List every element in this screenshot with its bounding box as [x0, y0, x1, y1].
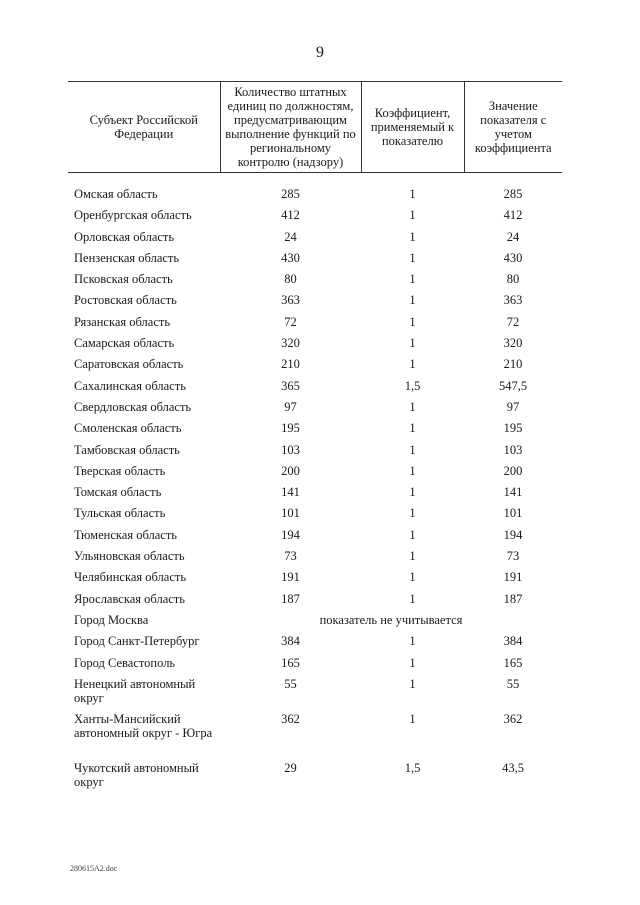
cell-coefficient: 1: [409, 293, 416, 308]
cell-staff-count: 362: [281, 711, 300, 726]
cell-coefficient: 1: [409, 485, 416, 500]
cell-value: 285: [503, 187, 523, 201]
cell-value: 141: [503, 485, 523, 500]
table-row: [68, 592, 562, 613]
table-row: [68, 656, 562, 677]
cell-value: 103: [503, 442, 523, 457]
table-row: [68, 528, 562, 549]
cell-value: 43,5: [502, 760, 524, 775]
cell-region: Ненецкий автономный округ: [74, 676, 196, 705]
header-region: Субъект Российской Федерации: [68, 82, 220, 173]
cell-region: Тверская область: [74, 463, 166, 478]
cell-value: 210: [503, 357, 523, 372]
cell-value: 363: [503, 293, 523, 308]
cell-staff-count: 97: [284, 399, 297, 414]
cell-staff-count: 384: [281, 634, 300, 649]
table-row: [68, 400, 562, 421]
cell-region: Самарская область: [74, 336, 175, 351]
table-row: [68, 613, 562, 634]
table-row: [68, 230, 562, 251]
cell-region: Орловская область: [74, 229, 175, 244]
table-row: [68, 173, 562, 209]
cell-staff-count: 200: [281, 463, 300, 478]
table-row: [68, 549, 562, 570]
cell-coefficient: 1: [409, 357, 416, 372]
document-footer: 280615A2.doc: [70, 864, 118, 873]
cell-region: Тамбовская область: [74, 442, 180, 457]
cell-value: 80: [506, 272, 520, 287]
cell-staff-count: 191: [281, 570, 300, 585]
cell-value: 200: [503, 463, 523, 478]
cell-coefficient: 1: [409, 549, 416, 564]
cell-region: Тюменская область: [74, 527, 177, 542]
cell-staff-count: 210: [281, 357, 300, 372]
cell-region: Оренбургская область: [74, 208, 192, 223]
cell-coefficient: 1: [409, 272, 416, 287]
cell-coefficient: 1,5: [404, 760, 421, 775]
cell-region: Псковская область: [74, 272, 173, 287]
cell-coefficient: 1: [409, 591, 416, 606]
cell-staff-count: 29: [284, 760, 297, 775]
cell-region: Свердловская область: [74, 399, 192, 414]
cell-staff-count: 72: [284, 314, 297, 329]
cell-staff-count: 363: [281, 293, 300, 308]
cell-coefficient: 1,5: [404, 378, 421, 393]
table-row: [68, 272, 562, 293]
cell-coefficient: 1: [409, 229, 416, 244]
cell-coefficient: 1: [409, 336, 416, 351]
cell-region: Саратовская область: [74, 357, 184, 372]
header-coefficient: Коэффициент, применяемый к показателю: [361, 82, 464, 173]
cell-staff-count: 141: [281, 485, 300, 500]
cell-staff-count: 365: [281, 378, 300, 393]
cell-coefficient: 1: [409, 442, 416, 457]
cell-staff-count: 187: [281, 591, 300, 606]
table-row: [68, 379, 562, 400]
table-row: [68, 761, 562, 796]
cell-coefficient: 1: [409, 421, 416, 436]
cell-staff-count: 430: [281, 250, 300, 265]
cell-staff-count: 80: [284, 272, 297, 287]
cell-note: показатель не учитывается: [319, 612, 463, 627]
table-row: [68, 293, 562, 314]
cell-staff-count: 412: [281, 208, 300, 223]
cell-region: Чукотский автономный округ: [74, 760, 199, 789]
cell-staff-count: 285: [281, 187, 300, 201]
cell-region: Город Санкт-Петербург: [74, 634, 200, 649]
cell-region: Смоленская область: [74, 421, 182, 436]
cell-region: Рязанская область: [74, 314, 171, 329]
cell-region: Ханты-Мансийский автономный округ - Югра: [74, 711, 213, 740]
cell-coefficient: 1: [409, 463, 416, 478]
table-row: [68, 464, 562, 485]
cell-region: Томская область: [74, 485, 162, 500]
cell-coefficient: 1: [409, 506, 416, 521]
cell-value: 191: [503, 570, 523, 585]
cell-value: 547,5: [498, 378, 528, 393]
table-row: [68, 712, 562, 761]
cell-coefficient: 1: [409, 399, 416, 414]
cell-region: Пензенская область: [74, 250, 180, 265]
cell-coefficient: 1: [409, 208, 416, 223]
cell-staff-count: 73: [284, 549, 297, 564]
cell-value: 101: [503, 506, 523, 521]
table-row: [68, 421, 562, 442]
cell-staff-count: 24: [284, 229, 297, 244]
cell-staff-count: 194: [281, 527, 300, 542]
table-row: [68, 336, 562, 357]
table-row: [68, 634, 562, 655]
cell-value: 320: [503, 336, 523, 351]
cell-staff-count: 103: [281, 442, 300, 457]
table-row: [68, 570, 562, 591]
cell-coefficient: 1: [409, 314, 416, 329]
cell-value: 384: [503, 634, 523, 649]
cell-value: 165: [503, 655, 523, 670]
table-row: [68, 485, 562, 506]
cell-value: 187: [503, 591, 523, 606]
table-row: [68, 315, 562, 336]
table-row: [68, 506, 562, 527]
cell-coefficient: 1: [409, 250, 416, 265]
cell-value: 430: [503, 250, 523, 265]
cell-coefficient: 1: [409, 527, 416, 542]
cell-region: Омская область: [74, 187, 158, 201]
header-value: Значение показателя с учетом коэффициента: [464, 82, 562, 173]
page-number: 9: [316, 44, 324, 61]
region-table: [68, 81, 562, 796]
cell-coefficient: 1: [409, 187, 416, 201]
cell-coefficient: 1: [409, 634, 416, 649]
cell-value: 97: [506, 399, 520, 414]
cell-region: Ульяновская область: [74, 549, 185, 564]
cell-value: 24: [506, 229, 520, 244]
cell-coefficient: 1: [409, 655, 416, 670]
cell-staff-count: 101: [281, 506, 300, 521]
cell-value: 55: [506, 676, 520, 691]
cell-staff-count: 55: [284, 676, 297, 691]
table-header-row: [68, 82, 562, 173]
table-row: [68, 208, 562, 229]
table-row: [68, 677, 562, 712]
cell-region: Город Москва: [74, 612, 149, 627]
cell-region: Сахалинская область: [74, 378, 186, 393]
cell-value: 195: [503, 421, 523, 436]
cell-value: 362: [503, 711, 523, 726]
header-staff-count: Количество штатных единиц по должностям, предусматривающим выполнение функций по региональному контролю (надзору): [220, 82, 361, 173]
cell-value: 73: [506, 549, 520, 564]
cell-coefficient: 1: [409, 570, 416, 585]
cell-value: 412: [503, 208, 523, 223]
cell-value: 72: [506, 314, 520, 329]
table-row: [68, 443, 562, 464]
cell-region: Ярославская область: [74, 591, 185, 606]
cell-region: Челябинская область: [74, 570, 187, 585]
cell-coefficient: 1: [409, 711, 416, 726]
cell-region: Тульская область: [74, 506, 166, 521]
table-row: [68, 357, 562, 378]
table-row: [68, 251, 562, 272]
cell-staff-count: 165: [281, 655, 300, 670]
cell-staff-count: 320: [281, 336, 300, 351]
cell-value: 194: [503, 527, 523, 542]
cell-staff-count: 195: [281, 421, 300, 436]
cell-region: Город Севастополь: [74, 655, 176, 670]
cell-coefficient: 1: [409, 676, 416, 691]
cell-region: Ростовская область: [74, 293, 177, 308]
